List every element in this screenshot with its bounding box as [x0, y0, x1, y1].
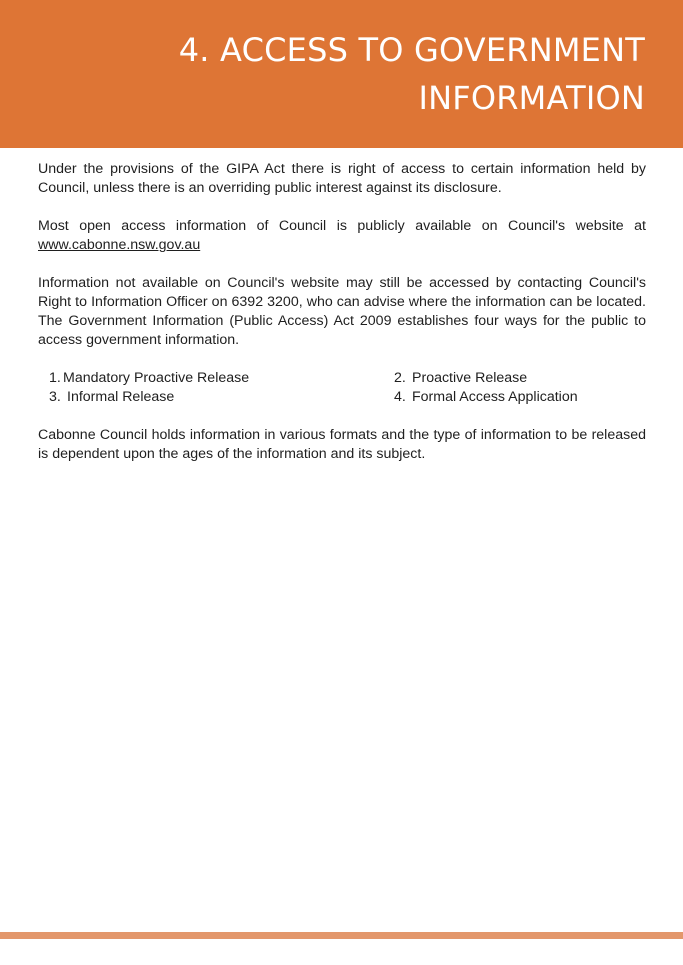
page-title-line-1: 4. ACCESS TO GOVERNMENT [178, 31, 645, 69]
list-item-label: Informal Release [67, 389, 175, 405]
list-item-label: Proactive Release [412, 370, 528, 386]
paragraph-information-formats: Cabonne Council holds information in various formats and the type of information to be released is dependent upon the ages of the information and its subject. [38, 427, 646, 462]
list-item [394, 388, 646, 407]
list-item-number: 3. [49, 389, 61, 405]
list-item-label: Mandatory Proactive Release [63, 370, 250, 386]
footer-rule [0, 932, 683, 939]
page-title [85, 26, 645, 122]
paragraph-open-access [38, 217, 646, 255]
list-item-number: 4. [394, 389, 406, 405]
access-ways-column-left [38, 369, 394, 407]
list-item [38, 369, 394, 388]
list-item [394, 369, 646, 388]
list-item-label: Formal Access Application [412, 389, 578, 405]
page-title-line-2: INFORMATION [418, 79, 645, 117]
access-ways-list [38, 369, 646, 407]
paragraph-open-access-text: Most open access information of Council is publicly available on Council's website at [38, 218, 646, 234]
paragraph-gipa-right: Under the provisions of the GIPA Act there is right of access to certain information held by Council, unless there is an overriding public interest against its disclosure. [38, 161, 646, 196]
content-body [38, 160, 646, 483]
header-band [0, 0, 683, 148]
list-item [38, 388, 394, 407]
paragraph-right-to-information: Information not available on Council's website may still be accessed by contacting Council's Right to Information Officer on 6392 3200, who can advise where the information can be located. The Government Information (Public Access) Act 2009 establishes four ways for the public to access government information. [38, 275, 646, 348]
access-ways-column-right [394, 369, 646, 407]
list-item-number: 2. [394, 370, 406, 386]
list-item-number: 1. [49, 370, 61, 386]
website-link[interactable]: www.cabonne.nsw.gov.au [38, 237, 201, 253]
